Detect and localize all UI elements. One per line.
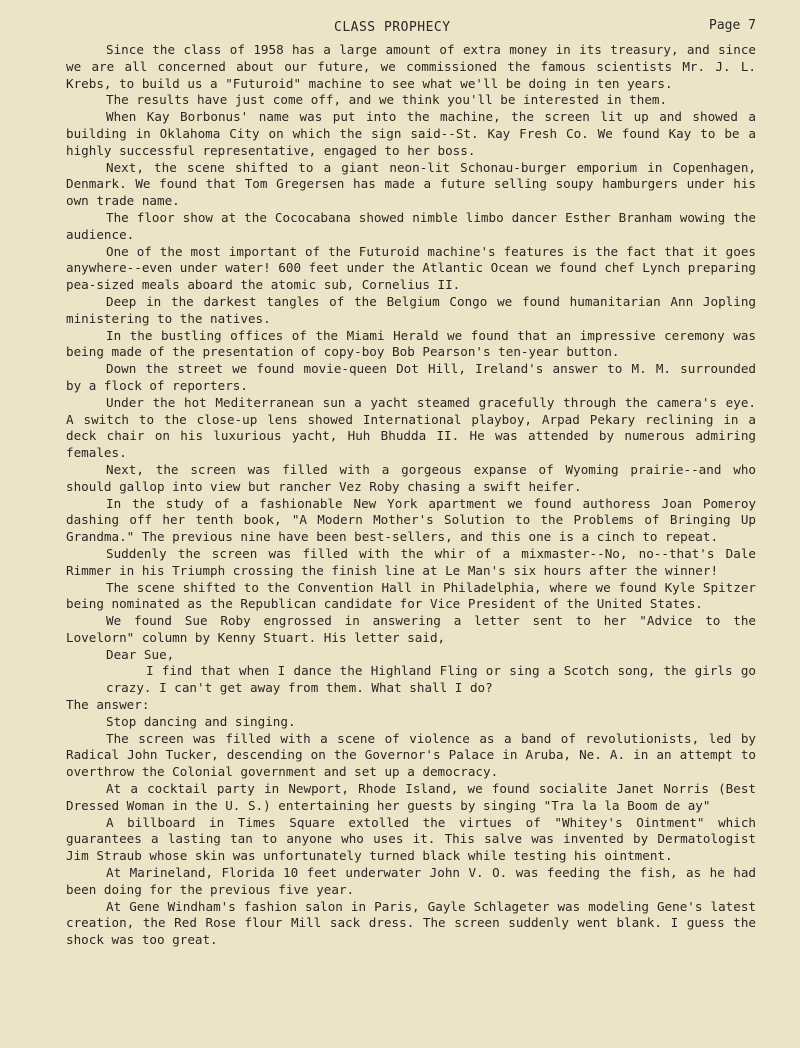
paragraph: In the study of a fashionable New York apartment we found authoress Joan Pomeroy dashing off her tenth book, "A Modern Mother's Solution to the Problems of Bringing Up Grandma." The previous nine have been best-sellers, and this one is a cinch to repeat. [66,495,756,545]
paragraph: We found Sue Roby engrossed in answering a letter sent to her "Advice to the Lovelorn" column by Kenny Stuart. His letter said, [66,613,756,645]
paragraph: Next, the screen was filled with a gorgeous expanse of Wyoming prairie--and who should gallop into view but rancher Vez Roby chasing a swift heifer. [66,461,756,494]
paragraph: Next, the scene shifted to a giant neon-lit Schonau-burger emporium in Copenhagen, Denmark. We found that Tom Gregersen has made a future selling soupy hamburgers under his own trade name. [66,159,756,209]
paragraph: Suddenly the screen was filled with the whir of a mixmaster--No, no--that's Dale Rimmer in his Triumph crossing the finish line at Le Man's six hours after the winner! [66,545,756,578]
paragraph: Deep in the darkest tangles of the Belgium Congo we found humanitarian Ann Jopling ministering to the natives. [66,293,756,326]
paragraph: Dear Sue, [106,646,175,662]
paragraph: Stop dancing and singing. [106,713,296,729]
paragraph: One of the most important of the Futuroid machine's features is the fact that it goes anywhere--even under water! 600 feet under the Atlantic Ocean we found chef Lynch preparing pea-sized meals aboard the atomic sub, Cornelius II. [66,243,756,293]
paragraph: Since the class of 1958 has a large amount of extra money in its treasury, and since we are all concerned about our future, we commissioned the famous scientists Mr. J. L. Krebs, to build us a "Futuroid" machine to see what we'll be doing in ten years. [66,42,756,91]
paragraph: In the bustling offices of the Miami Herald we found that an impressive ceremony was being made of the presentation of copy-boy Bob Pearson's ten-year button. [66,327,756,360]
paragraph: At a cocktail party in Newport, Rhode Island, we found socialite Janet Norris (Best Dressed Woman in the U. S.) entertaining her guests by singing "Tra la la Boom de ay" [66,781,756,813]
paragraph: Under the hot Mediterranean sun a yacht steamed gracefully through the camera's eye. A switch to the close-up lens showed International playboy, Arpad Pekary reclining in a deck chair on his luxurious yacht, Huh Bhudda II. He was attended by numerous admiring females. [66,394,756,461]
paragraph: At Gene Windham's fashion salon in Paris, Gayle Schlageter was modeling Gene's latest creation, the Red Rose flour Mill sack dress. The screen suddenly went blank. I guess the shock was too great. [66,898,756,948]
paragraph: The scene shifted to the Convention Hall in Philadelphia, where we found Kyle Spitzer being nominated as the Republican candidate for Vice President of the United States. [66,579,756,612]
paragraph: The results have just come off, and we think you'll be interested in them. [106,92,668,108]
document-body [66,42,756,949]
page-header [66,14,756,42]
paragraph: A billboard in Times Square extolled the virtues of "Whitey's Ointment" which guarantees a lasting tan to anyone who uses it. This salve was invented by Dermatologist Jim Straub whose skin was unfortunately turned black while testing his ointment. [66,814,756,864]
page-number: Page 7 [709,18,756,33]
paragraph: I find that when I dance the Highland Fling or sing a Scotch song, the girls go crazy. I can't get away from them. What shall I do? [106,663,756,696]
paragraph: The answer: [66,697,150,713]
page-title: CLASS PROPHECY [334,20,451,35]
paragraph: At Marineland, Florida 10 feet underwater John V. O. was feeding the fish, as he had been doing for the previous five year. [66,865,756,897]
paragraph: When Kay Borbonus' name was put into the machine, the screen lit up and showed a building in Oklahoma City on which the sign said--St. Kay Fresh Co. We found Kay to be a highly successful representative, engaged to her boss. [66,109,756,158]
paragraph: The floor show at the Cococabana showed nimble limbo dancer Esther Branham wowing the audience. [66,209,756,242]
paragraph: Down the street we found movie-queen Dot Hill, Ireland's answer to M. M. surrounded by a flock of reporters. [66,361,756,393]
paragraph: The screen was filled with a scene of violence as a band of revolutionists, led by Radical John Tucker, descending on the Governor's Palace in Aruba, Ne. A. in an attempt to overthrow the Colonial government and set up a democracy. [66,730,756,780]
